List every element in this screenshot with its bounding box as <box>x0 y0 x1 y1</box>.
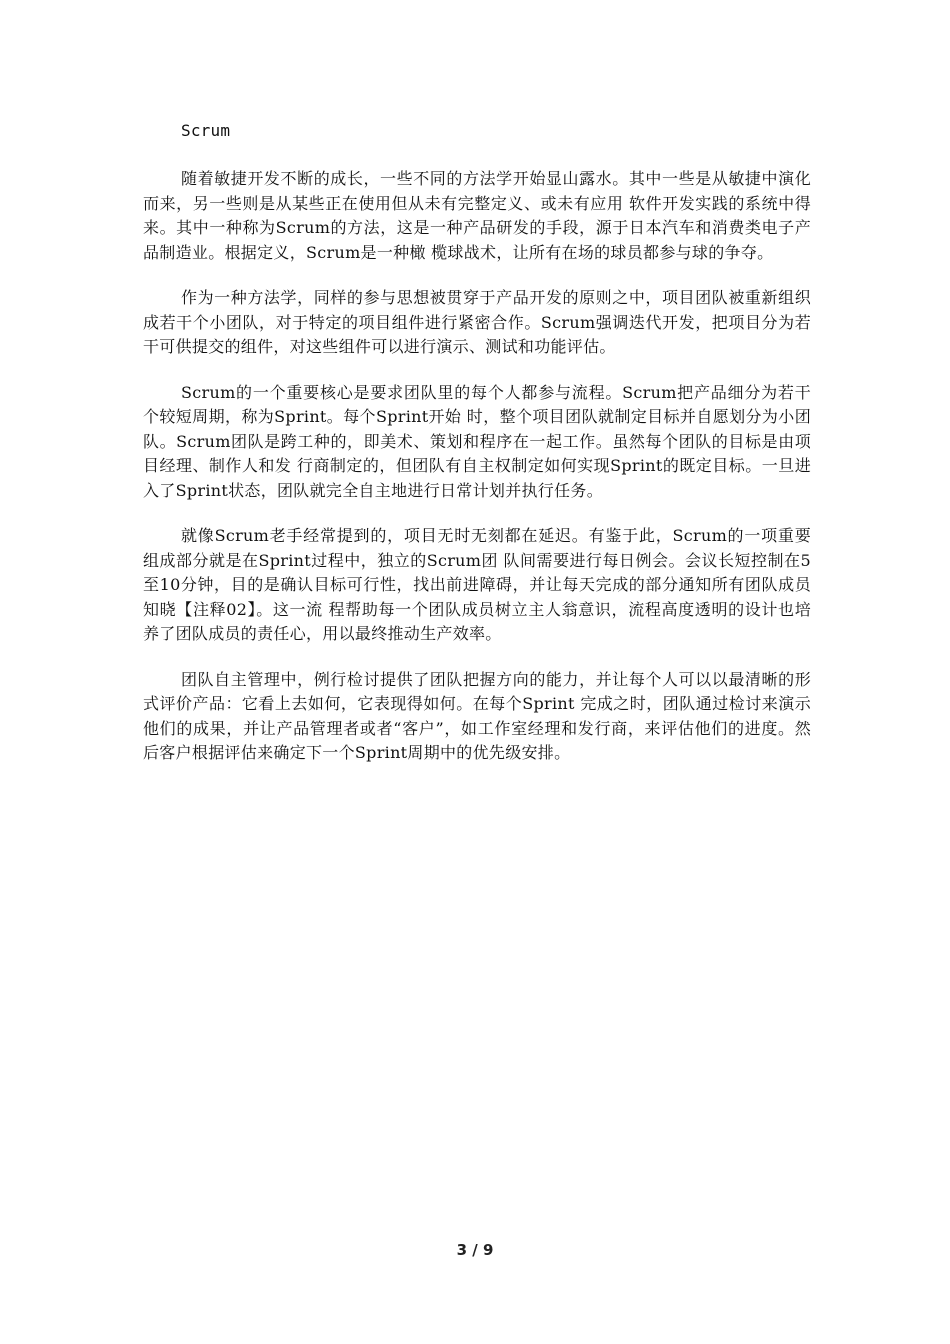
paragraph-4: 就像Scrum老手经常提到的，项目无时无刻都在延迟。有鉴于此，Scrum的一项重要组成部分就是在Sprint过程中，独立的Scrum团 队间需要进行每日例会。会议长短控制在5至10分钟，目的是确认目标可行性，找出前进障碍，并让每天完成的部分通知所有团队成员知晓【注释02】。这一流 程帮助每一个团队成员树立主人翁意识，流程高度透明的设计也培养了团队成员的责任心，用以最终推动生产效率。 <box>143 526 811 643</box>
page-number: 3 / 9 <box>456 1241 494 1259</box>
paragraph-3: Scrum的一个重要核心是要求团队里的每个人都参与流程。Scrum把产品细分为若干个较短周期，称为Sprint。每个Sprint开始 时，整个项目团队就制定目标并自愿划分为小团队。Scrum团队是跨工种的，即美术、策划和程序在一起工作。虽然每个团队的目标是由项目经理、制作人和发 行商制定的，但团队有自主权制定如何实现Sprint的既定目标。一旦进入了Sprint状态，团队就完全自主地进行日常计划并执行任务。 <box>143 382 811 500</box>
paragraph-5: 团队自主管理中，例行检讨提供了团队把握方向的能力，并让每个人可以以最清晰的形式评价产品：它看上去如何，它表现得如何。在每个Sprint 完成之时，团队通过检讨来演示他们的成果，并让产品管理者或者“客户”，如工作室经理和发行商，来评估他们的进度。然后客户根据评估来确定下一个Sprint周期中的优先级安排。 <box>143 669 811 762</box>
paragraph-1: 随着敏捷开发不断的成长，一些不同的方法学开始显山露水。其中一些是从敏捷中演化而来，另一些则是从某些正在使用但从未有完整定义、或未有应用 软件开发实践的系统中得来。其中一种称为Scrum的方法，这是一种产品研发的手段，源于日本汽车和消费类电子产品制造业。根据定义，Scrum是一种橄 榄球战术，让所有在场的球员都参与球的争夺。 <box>143 169 811 262</box>
paragraph-2: 作为一种方法学，同样的参与思想被贯穿于产品开发的原则之中，项目团队被重新组织成若干个小团队，对于特定的项目组件进行紧密合作。Scrum强调迭代开发，把项目分为若干可供提交的组件，对这些组件可以进行演示、测试和功能评估。 <box>143 288 811 356</box>
section-heading: Scrum <box>181 121 231 140</box>
document-body <box>143 112 811 787</box>
